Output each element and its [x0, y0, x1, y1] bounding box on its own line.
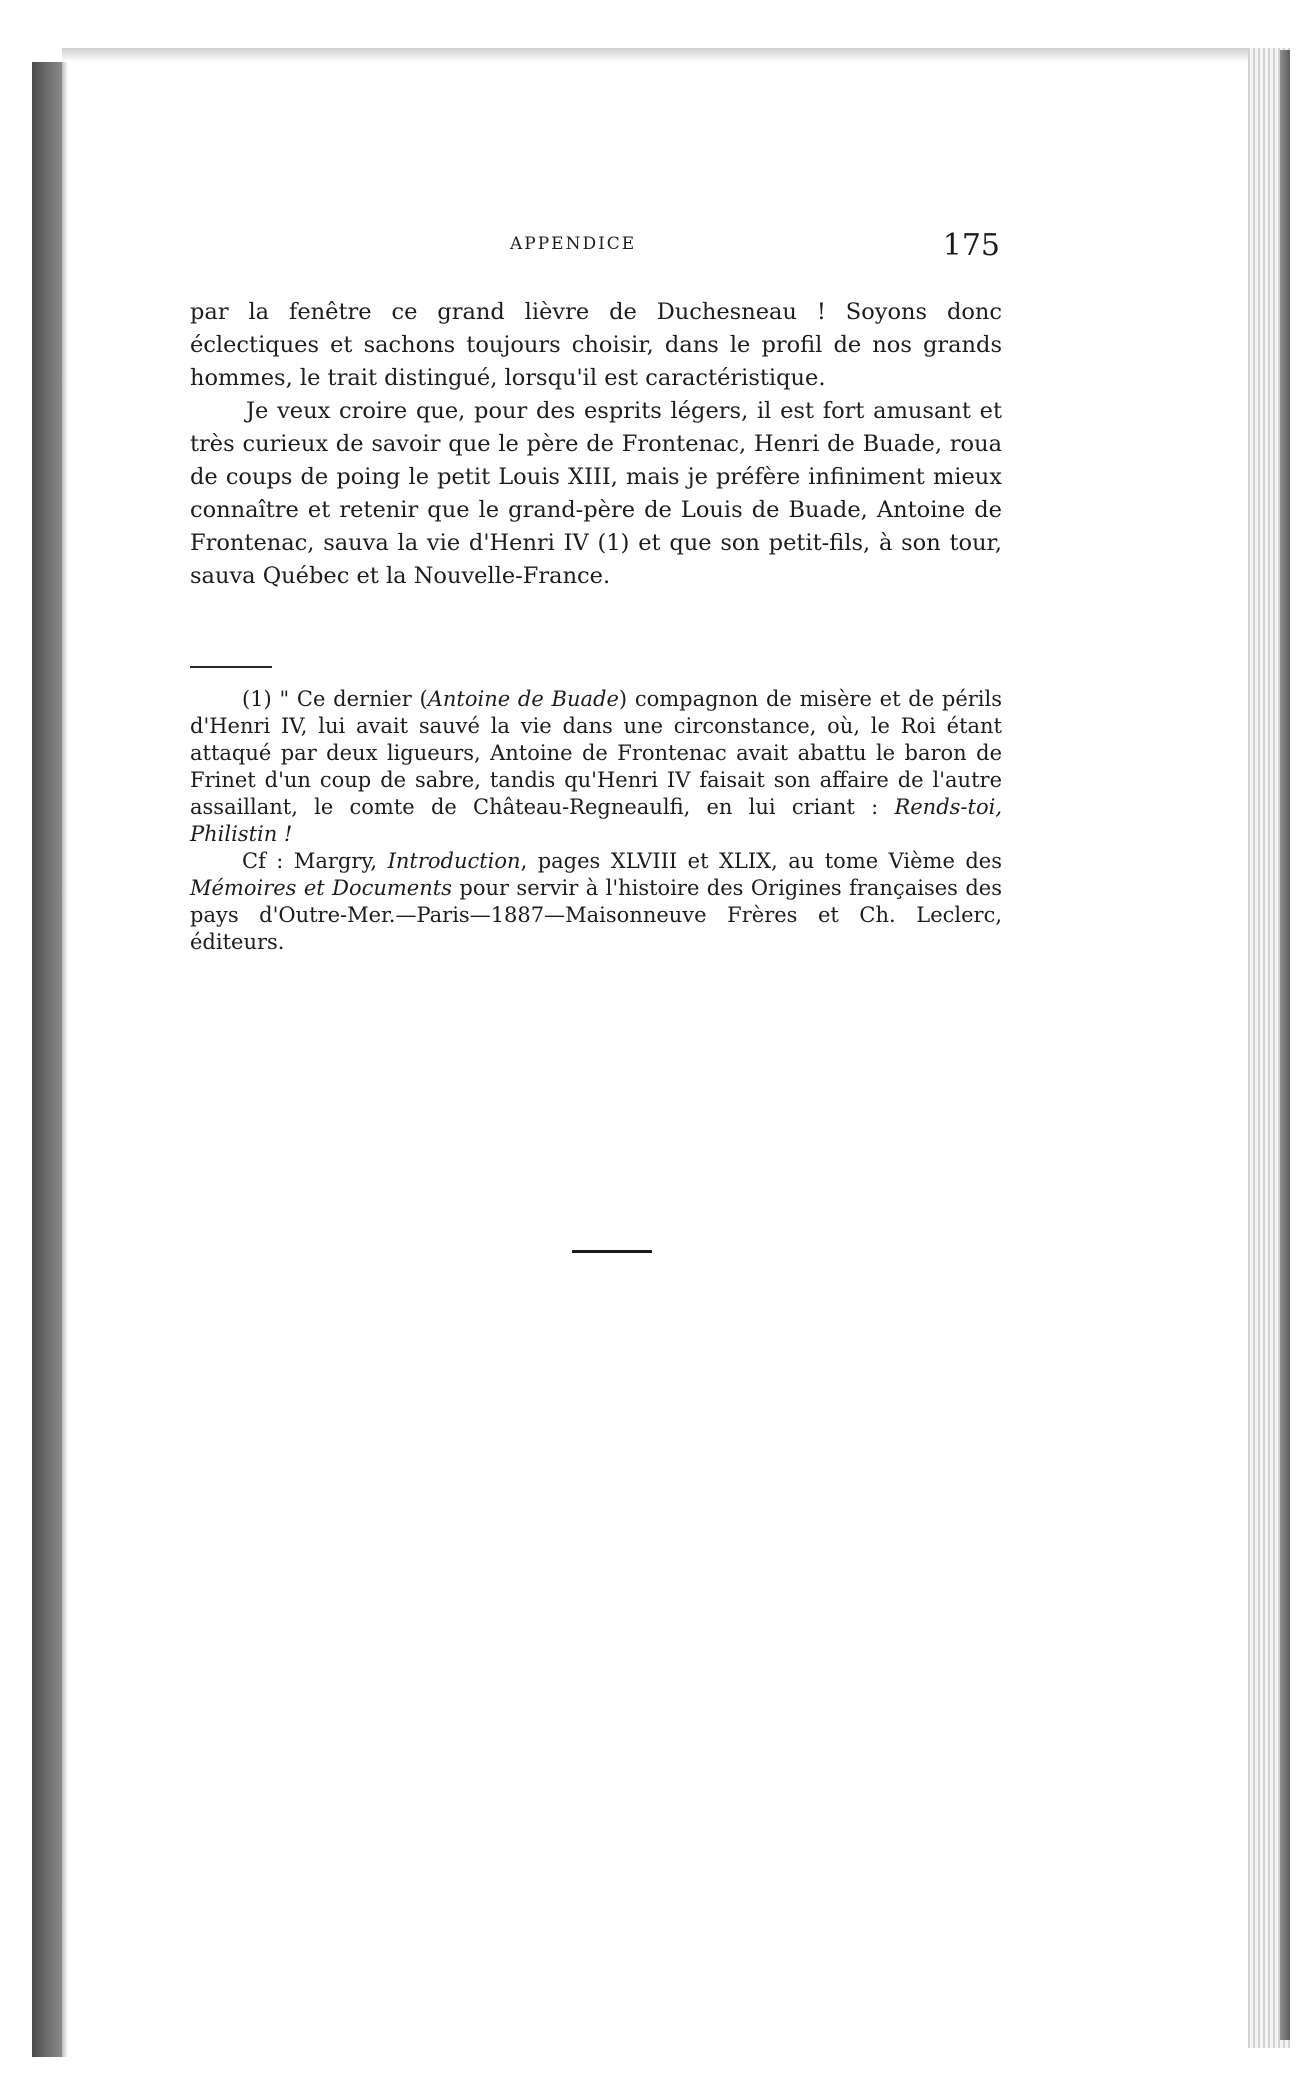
footnote [190, 686, 1002, 956]
footnote-1-italic-a: Antoine de Buade [427, 687, 619, 711]
section-end-rule [572, 1250, 652, 1253]
footnote-1 [190, 686, 1002, 848]
footnote-2-text-c: pour servir à l'histoire des Origines françaises des pays d'Outre-Mer.—Paris—1887—Maisonneuve Frères et Ch. Leclerc, éditeurs. [190, 876, 1002, 954]
paragraph-1: par la fenêtre ce grand lièvre de Duchesneau ! Soyons donc éclectiques et sachons toujours choisir, dans le profil de nos grands hommes, le trait distingué, lorsqu'il est caractéristique. [190, 299, 1002, 391]
footnote-2-text-b: , pages XLVIII et XLIX, au tome Vième des [520, 849, 1002, 873]
running-title: APPENDICE [510, 234, 637, 254]
footnote-separator-rule [190, 666, 272, 668]
footnote-2-italic-a: Introduction [387, 849, 521, 873]
page-top-edge [62, 48, 1290, 62]
footnote-1-text-b: ) compagnon de misère et de périls d'Henri IV, lui avait sauvé la vie dans une circonstance, où, le Roi étant attaqué par deux ligueurs, Antoine de Frontenac avait abattu le baron de Frinet d'un coup de sabre, tandis qu'Henri IV faisait son affaire de l'autre assaillant, le comte de Château-Regneaulfi, en lui criant : [190, 687, 1003, 819]
body-text [190, 296, 1002, 593]
book-binding-edge [32, 62, 62, 2057]
footnote-1-text-a: (1) " Ce dernier ( [242, 687, 428, 711]
footnote-2 [190, 848, 1002, 956]
page-number: 175 [942, 228, 1000, 263]
binding-shadow [62, 62, 68, 2057]
book-cover-edge [1280, 50, 1290, 2040]
paragraph-2: Je veux croire que, pour des esprits légers, il est fort amusant et très curieux de savoir que le père de Frontenac, Henri de Buade, roua de coups de poing le petit Louis XIII, mais je préfère infiniment mieux connaître et retenir que le grand-père de Louis de Buade, Antoine de Frontenac, sauva la vie d'Henri IV (1) et que son petit-fils, à son tour, sauva Québec et la Nouvelle-France. [190, 398, 1002, 589]
running-head [190, 228, 1000, 272]
footnote-1-italic-b: Rends-toi, Philistin ! [190, 795, 1002, 846]
footnote-2-text-a: Cf : Margry, [242, 849, 388, 873]
footnote-2-italic-b: Mémoires et Documents [190, 876, 452, 900]
